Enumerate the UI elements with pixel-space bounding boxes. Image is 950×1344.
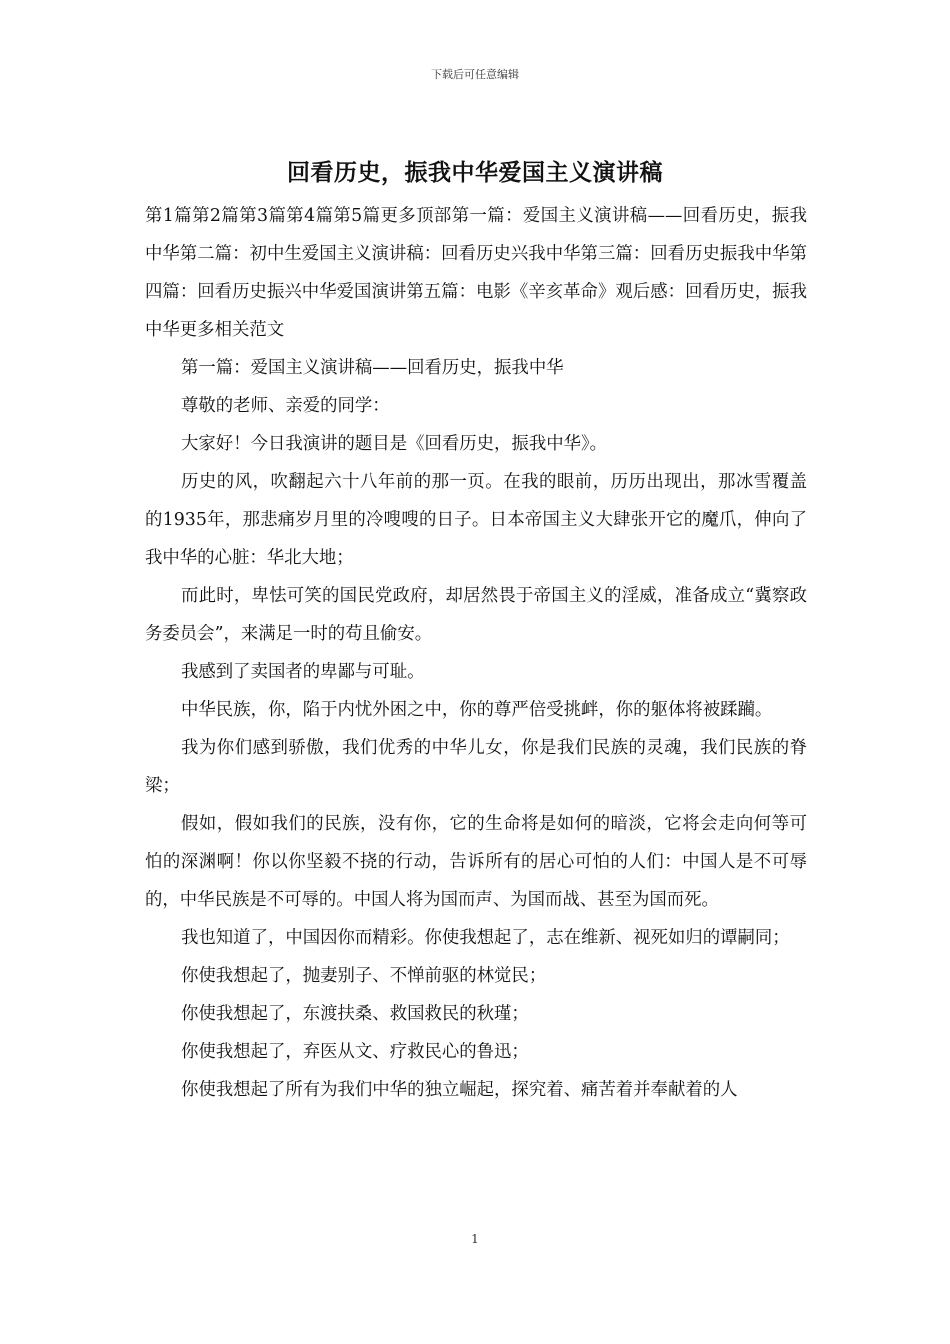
paragraph: 我感到了卖国者的卑鄙与可耻。 xyxy=(181,662,425,682)
paragraph: 你使我想起了，抛妻别子、不惮前驱的林觉民； xyxy=(181,966,547,986)
paragraph: 第一篇：爱国主义演讲稿——回看历史，振我中华 xyxy=(181,358,564,378)
paragraph: 我也知道了，中国因你而精彩。你使我想起了，志在维新、视死如归的谭嗣同； xyxy=(181,928,790,948)
paragraph: 历史的风，吹翻起六十八年前的那一页。在我的眼前，历历出现出，那冰雪覆盖的1935年，那悲痛岁月里的冷嗖嗖的日子。日本帝国主义大肆张开它的魔爪，伸向了我中华的心脏：华北大地； xyxy=(145,472,807,568)
paragraph: 而此时，卑怯可笑的国民党政府，却居然畏于帝国主义的淫威，准备成立“冀察政务委员会”，来满足一时的苟且偷安。 xyxy=(145,586,807,644)
paragraph: 你使我想起了，弃医从文、疗救民心的鲁迅； xyxy=(181,1042,529,1062)
paragraph: 中华民族，你，陷于内忧外困之中，你的尊严倍受挑衅，你的躯体将被蹂躏。 xyxy=(181,700,773,720)
paragraph: 尊敬的老师、亲爱的同学： xyxy=(181,396,390,416)
document-body xyxy=(145,197,807,1109)
paragraph: 你使我想起了，东渡扶桑、救国救民的秋瑾； xyxy=(181,1004,529,1024)
page-header-note: 下载后可任意编辑 xyxy=(431,68,519,81)
document-title: 回看历史，振我中华爱国主义演讲稿 xyxy=(287,159,663,186)
paragraph: 我为你们感到骄傲，我们优秀的中华儿女，你是我们民族的灵魂，我们民族的脊梁； xyxy=(145,738,807,796)
paragraph: 假如，假如我们的民族，没有你，它的生命将是如何的暗淡，它将会走向何等可怕的深渊啊！你以你坚毅不挠的行动，告诉所有的居心可怕的人们：中国人是不可辱的，中华民族是不可辱的。中国人将为国而声、为国而战、甚至为国而死。 xyxy=(145,814,807,910)
page-number: 1 xyxy=(471,1232,479,1246)
paragraph: 大家好！今日我演讲的题目是《回看历史，振我中华》。 xyxy=(181,434,608,454)
paragraph-toc: 第1篇第2篇第3篇第4篇第5篇更多顶部第一篇：爱国主义演讲稿——回看历史，振我中华第二篇：初中生爱国主义演讲稿：回看历史兴我中华第三篇：回看历史振我中华第四篇：回看历史振兴中华爱国演讲第五篇：电影《辛亥革命》观后感：回看历史，振我中华更多相关范文 xyxy=(145,206,807,340)
paragraph: 你使我想起了所有为我们中华的独立崛起，探究着、痛苦着并奉献着的人 xyxy=(181,1080,738,1100)
